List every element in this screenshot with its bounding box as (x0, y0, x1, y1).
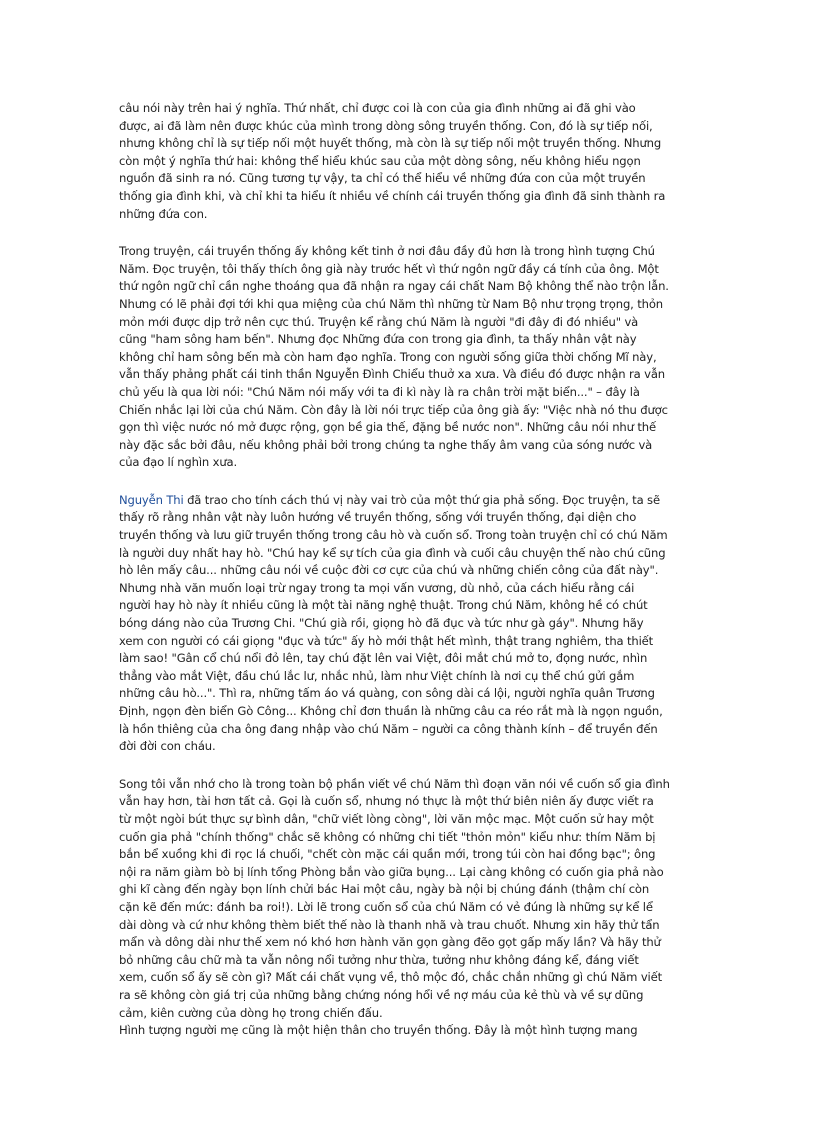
text-line: là người duy nhất hay hò. "Chú hay kể sự tích của gia đình và cuối câu chuyện thế nào chú cũng (119, 545, 666, 560)
document-page (119, 100, 699, 1040)
paragraph-5 (119, 1022, 699, 1040)
text-line: hò lên mấy câu... những câu nói về cuộc đời cơ cực của chú và những chiến công của đất này". (119, 563, 659, 578)
text-line: câu nói này trên hai ý nghĩa. Thứ nhất, chỉ được coi là con của gia đình những ai đã ghi vào (119, 101, 636, 115)
text-line: Nhưng có lẽ phải đợi tới khi qua miệng của chú Năm thì những từ Nam Bộ như trọng trọng, thỏn (119, 296, 663, 311)
author-link[interactable]: Nguyễn Thi (119, 492, 184, 507)
text-line: từ một ngòi bút thực sự bình dân, "chữ viết lòng còng", lời văn mộc mạc. Một cuốn sử hay một (119, 811, 654, 826)
text-fragment: đã trao cho tính cách thú vị này vai trò của một thứ gia phả sống. Đọc truyện, ta sẽ (183, 492, 660, 507)
text-line: thống gia đình khi, và chỉ khi ta hiểu ít nhiều về chính cái truyền thống gia đình đã sinh thành ra (119, 188, 666, 203)
text-line: gọn thì việc nước nó mở được rộng, gọn bề gia thế, đặng bề nước non". Những câu nói như thế (119, 420, 656, 435)
text-line: làm sao! "Gân cổ chú nổi đỏ lên, tay chú đặt lên vai Việt, đôi mắt chú mở to, đọng nước, nhìn (119, 651, 648, 666)
text-line: người hay hò này ít nhiều cũng là một tài năng nghệ thuật. Trong chú Năm, không hề có chút (119, 598, 648, 613)
text-line: bỏ những câu chữ mà ta vẫn nông nổi tưởng như thừa, tưởng như không đáng kể, đáng viết (119, 952, 639, 967)
paragraph-gap (119, 472, 699, 492)
text-line: mỏn mới được dịp trở nên cực thú. Truyện kể rằng chú Năm là người "đi đây đi đó nhiều" và (119, 314, 639, 329)
text-line: cũng "ham sông ham bến". Nhưng đọc Những đứa con trong gia đình, ta thấy nhân vật này (119, 332, 637, 347)
text-line: Song tôi vẫn nhớ cho là trong toàn bộ phần viết về chú Năm thì đoạn văn nói về cuốn sổ gia đình (119, 776, 670, 791)
text-line: vẫn thấy phảng phất cái tinh thần Nguyễn Đình Chiểu thuở xa xưa. Và điều đó được nhận ra vẫn (119, 367, 666, 382)
text-line: bóng dáng nào của Trương Chi. "Chú già rồi, giọng hò đã đục và tức như gà gáy". Nhưng hãy (119, 616, 644, 631)
text-line: nguồn đã sinh ra nó. Cũng tương tự vậy, ta chỉ có thể hiểu về những đứa con của một truyền (119, 171, 646, 186)
text-line: cặn kẽ đến mức: đánh ba roi!). Lời lẽ trong cuốn sổ của chú Năm có vẻ đúng là những sự kể lể (119, 899, 653, 914)
text-line: Hình tượng người mẹ cũng là một hiện thân cho truyền thống. Đây là một hình tượng mang (119, 1023, 638, 1038)
text-line: truyền thống và lưu giữ truyền thống trong câu hò và cuốn sổ. Trong toàn truyện chỉ có chú Năm (119, 528, 668, 543)
text-line: nhưng không chỉ là sự tiếp nối một huyết thống, mà còn là sự tiếp nối một truyền thống. Nhưng (119, 136, 662, 151)
text-line: Năm. Đọc truyện, tôi thấy thích ông già này trước hết vì thứ ngôn ngữ đầy cá tính của ông. Một (119, 261, 659, 276)
text-line: Nhưng nhà văn muốn loại trừ ngay trong ta mọi vấn vương, dù nhỏ, của cách hiểu rằng cái (119, 580, 635, 595)
text-line: còn một ý nghĩa thứ hai: không thể hiểu khúc sau của một dòng sông, nếu không hiểu ngọn (119, 153, 641, 168)
text-line: thẳng vào mắt Việt, đầu chú lắc lư, nhắc nhủ, làm như Việt chính là nơi cụ thể chú gửi gắm (119, 668, 635, 683)
paragraph-4 (119, 776, 699, 1022)
text-line: ghi kĩ càng đến ngày bọn lính chửi bác Hai một câu, ngày bà nội bị chúng đánh (thậm chí còn (119, 882, 650, 897)
text-line: đời đời con cháu. (119, 739, 216, 754)
paragraph-gap (119, 756, 699, 776)
text-line (119, 492, 699, 510)
text-line: mẩn và dông dài như thế xem nó khó hơn hành văn gọn gàng đẽo gọt gấp mấy lần? Và hãy thử (119, 935, 661, 950)
text-line: không chỉ ham sông bến mà còn ham đạo nghĩa. Trong con người sống giữa thời chống Mĩ này, (119, 349, 657, 364)
text-line: xem, cuốn sổ ấy sẽ còn gì? Mất cái chất vụng về, thô mộc đó, chắc chắn những gì chú Năm viết (119, 970, 663, 985)
text-line: vẫn hay hơn, tài hơn tất cả. Gọi là cuốn sổ, nhưng nó thực là một thứ biên niên ấy được viết ra (119, 794, 654, 809)
text-line: những đứa con. (119, 206, 208, 221)
text-line: thấy rõ rằng nhân vật này luôn hướng về truyền thống, sống với truyền thống, đại diện cho (119, 510, 637, 525)
text-line: Chiến nhắc lại lời của chú Năm. Còn đây là lời nói trực tiếp của ông già ấy: "Việc nhà nó thu được (119, 402, 668, 417)
text-line: những câu hò...". Thì ra, những tấm áo vá quàng, con sông dài cá lội, người nghĩa quân Trương (119, 686, 655, 701)
text-line: cảm, kiên cường của dòng họ trong chiến đấu. (119, 1005, 383, 1020)
text-line: chủ yếu là qua lời nói: "Chú Năm nói mấy với ta đi kì này là ra chân trời mặt biển..." – đây là (119, 384, 640, 399)
text-line: cuốn gia phả "chính thống" chắc sẽ không có những chi tiết "thỏn mỏn" kiểu như: thím Năm bị (119, 829, 656, 844)
text-line: là hồn thiêng của cha ông đang nhập vào chú Năm – người ca công thành kính – để truyền đến (119, 721, 658, 736)
text-line: nội ra năm giàm bò bị lính tổng Phòng bắn vào giữa bụng... Lại càng không có cuốn gia phả nào (119, 864, 664, 879)
text-line: xem con người có cái giọng "đục và tức" ấy hò mới thật hết mình, thật trang nghiêm, tha thiết (119, 633, 654, 648)
text-line: này đặc sắc bởi đâu, nếu không phải bởi trong chúng ta nghe thấy âm vang của sóng nước và (119, 437, 653, 452)
text-line: bắn bể xuồng khi đi rọc lá chuối, "chết còn mặc cái quần mới, trong túi còn hai đồng bạc"; ông (119, 847, 656, 862)
text-line: của đạo lí nghìn xưa. (119, 455, 238, 470)
paragraph-gap (119, 223, 699, 243)
paragraph-1 (119, 100, 699, 223)
text-line: Định, ngọn đèn biển Gò Công... Không chỉ đơn thuần là những câu ca réo rắt mà là ngọn nguồn, (119, 704, 663, 718)
paragraph-3 (119, 492, 699, 756)
text-line: được, ai đã làm nên được khúc của mình trong dòng sông truyền thống. Con, đó là sự tiếp nối, (119, 118, 653, 133)
text-line: dài dòng và cứ như không thèm biết thế nào là thanh nhã và trau chuốt. Nhưng xin hãy thử tẩn (119, 917, 660, 932)
text-line: Trong truyện, cái truyền thống ấy không kết tinh ở nơi đâu đầy đủ hơn là trong hình tượng Chú (119, 244, 655, 259)
text-line: ra sẽ không còn giá trị của những bằng chứng nóng hổi về nợ máu của kẻ thù và về sự dũng (119, 987, 644, 1002)
paragraph-2 (119, 243, 699, 472)
text-line: thứ ngôn ngữ chỉ cần nghe thoáng qua đã nhận ra ngay cái chất Nam Bộ không thể nào trộn lẫn. (119, 279, 669, 294)
